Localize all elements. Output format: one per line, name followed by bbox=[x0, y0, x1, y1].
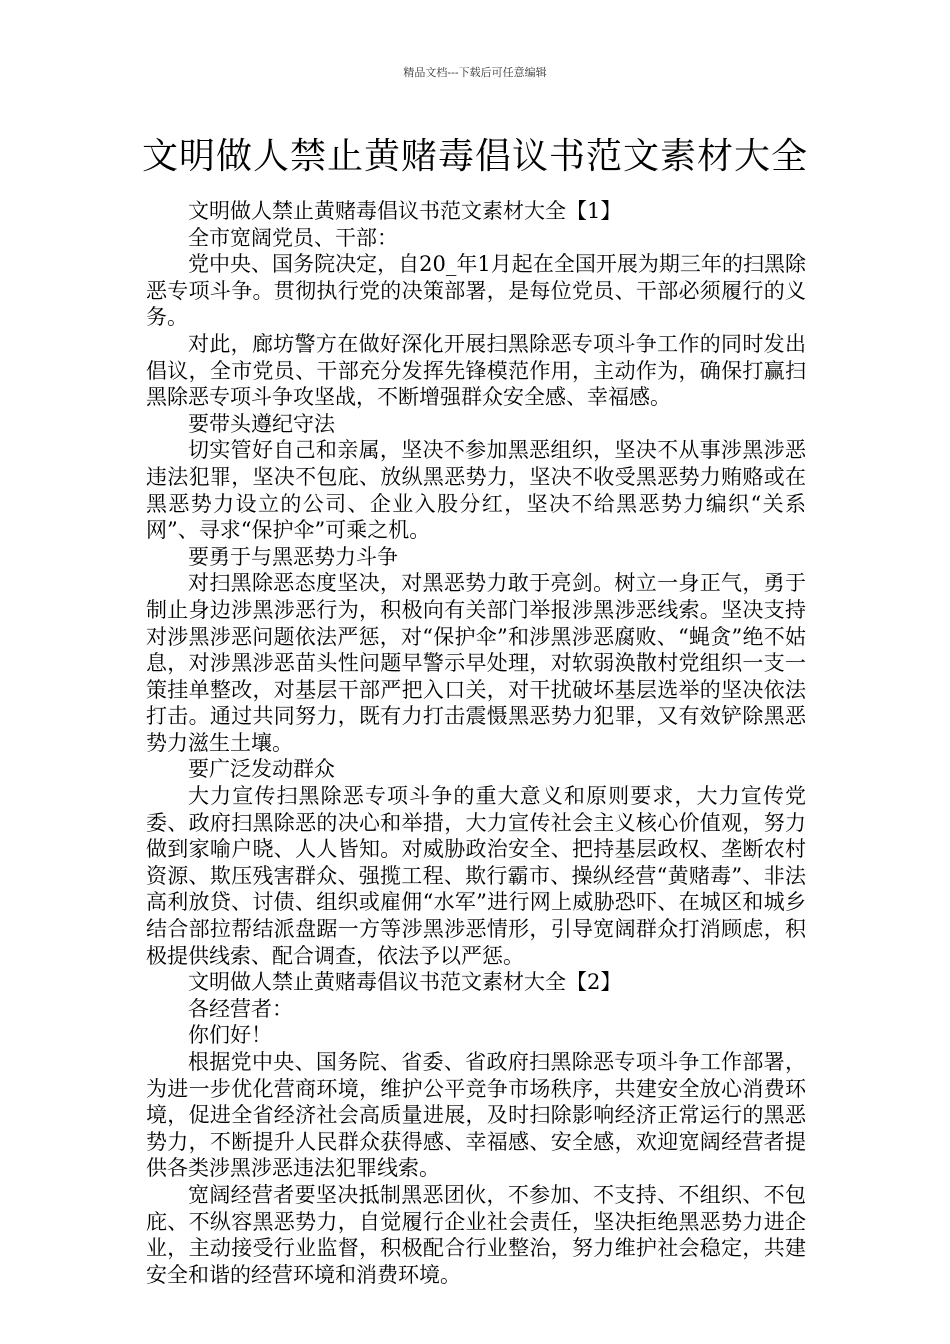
subheading: 要广泛发动群众 bbox=[188, 757, 335, 782]
document-body bbox=[146, 198, 806, 1288]
section-heading-2: 文明做人禁止黄赌毒倡议书范文素材大全【2】 bbox=[188, 970, 622, 995]
paragraph: 对此，廊坊警方在做好深化开展扫黑除恶专项斗争工作的同时发出倡议，全市党员、干部充分发挥先锋模范作用，主动作为，确保打赢扫黑除恶专项斗争攻坚战，不断增强群众安全感、幸福感。 bbox=[146, 331, 806, 410]
subheading: 要带头遵纪守法 bbox=[188, 411, 335, 436]
section-heading-1: 文明做人禁止黄赌毒倡议书范文素材大全【1】 bbox=[188, 199, 622, 223]
paragraph: 宽阔经营者要坚决抵制黑恶团伙，不参加、不支持、不组织、不包庇、不纵容黑恶势力，自觉履行企业社会责任，坚决拒绝黑恶势力进企业，主动接受行业监督，积极配合行业整治，努力维护社会稳定，共建安全和谐的经营环境和消费环境。 bbox=[146, 1182, 806, 1287]
greeting: 你们好！ bbox=[188, 1023, 272, 1048]
paragraph: 党中央、国务院决定，自20_年1月起在全国开展为期三年的扫黑除恶专项斗争。贯彻执行党的决策部署，是每位党员、干部必须履行的义务。 bbox=[146, 252, 806, 330]
paragraph: 切实管好自己和亲属，坚决不参加黑恶组织，坚决不从事涉黑涉恶违法犯罪，坚决不包庇、放纵黑恶势力，坚决不收受黑恶势力贿赂或在黑恶势力设立的公司、企业入股分红，坚决不给黑恶势力编织“关系网”、寻求“保护伞”可乘之机。 bbox=[146, 438, 806, 543]
paragraph: 大力宣传扫黑除恶专项斗争的重大意义和原则要求，大力宣传党委、政府扫黑除恶的决心和举措，大力宣传社会主义核心价值观，努力做到家喻户晓、人人皆知。对威胁政治安全、把持基层政权、垄断农村资源、欺压残害群众、强揽工程、欺行霸市、操纵经营“黄赌毒”、非法高利放贷、讨债、组织或雇佣“水军”进行网上威胁恐吓、在城区和城乡结合部拉帮结派盘踞一方等涉黑涉恶情形，引导宽阔群众打消顾虑，积极提供线索、配合调查，依法予以严惩。 bbox=[146, 784, 806, 968]
paragraph: 根据党中央、国务院、省委、省政府扫黑除恶专项斗争工作部署，为进一步优化营商环境，维护公平竞争市场秩序，共建安全放心消费环境，促进全省经济社会高质量进展，及时扫除影响经济正常运行的黑恶势力，不断提升人民群众获得感、幸福感、安全感，欢迎宽阔经营者提供各类涉黑涉恶违法犯罪线索。 bbox=[146, 1050, 806, 1181]
subheading: 要勇于与黑恶势力斗争 bbox=[188, 544, 398, 569]
salutation: 各经营者： bbox=[188, 996, 293, 1021]
paragraph: 对扫黑除恶态度坚决，对黑恶势力敢于亮剑。树立一身正气，勇于制止身边涉黑涉恶行为，积极向有关部门举报涉黑涉恶线索。坚决支持对涉黑涉恶问题依法严惩，对“保护伞”和涉黑涉恶腐败、“蝇贪”绝不姑息，对涉黑涉恶苗头性问题早警示早处理，对软弱涣散村党组织一支一策挂单整改，对基层干部严把入口关，对干扰破坏基层选举的坚决依法打击。通过共同努力，既有力打击震慑黑恶势力犯罪，又有效铲除黑恶势力滋生土壤。 bbox=[146, 571, 806, 755]
header-note: 精品文档---下载后可任意编辑 bbox=[403, 66, 547, 79]
document-title: 文明做人禁止黄赌毒倡议书范文素材大全 bbox=[141, 136, 808, 177]
salutation: 全市宽阔党员、干部： bbox=[188, 225, 398, 250]
